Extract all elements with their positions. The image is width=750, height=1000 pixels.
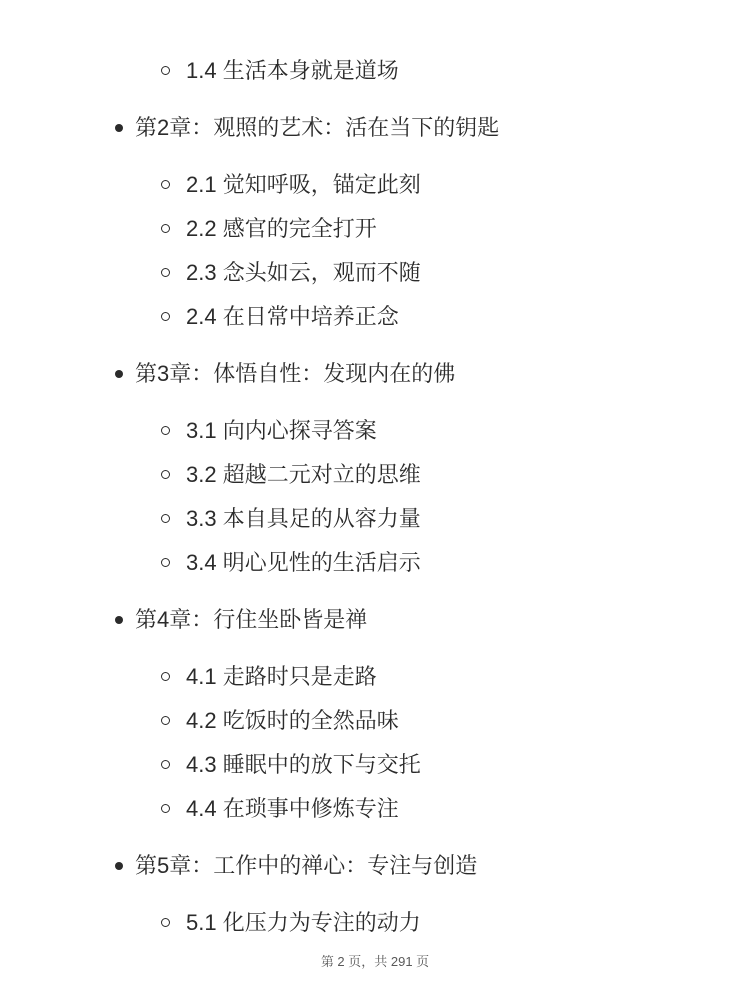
toc-chapter-item xyxy=(0,604,750,636)
circle-bullet-icon xyxy=(161,224,170,233)
toc-section-item xyxy=(0,213,750,245)
toc-item-label: 第4章：行住坐卧皆是禅 xyxy=(135,607,368,632)
toc-section-item xyxy=(0,661,750,693)
circle-bullet-icon xyxy=(161,716,170,725)
circle-bullet-icon xyxy=(161,426,170,435)
circle-bullet-icon xyxy=(161,66,170,75)
toc-item-label: 3.3 本自具足的从容力量 xyxy=(186,506,421,531)
toc-section-item xyxy=(0,547,750,579)
circle-bullet-icon xyxy=(161,760,170,769)
toc-item-label: 2.4 在日常中培养正念 xyxy=(186,304,399,329)
toc-item-label: 3.1 向内心探寻答案 xyxy=(186,418,377,443)
toc-item-label: 2.3 念头如云，观而不随 xyxy=(186,260,421,285)
toc-item-label: 2.2 感官的完全打开 xyxy=(186,216,377,241)
circle-bullet-icon xyxy=(161,558,170,567)
toc-item-label: 4.3 睡眠中的放下与交托 xyxy=(186,752,421,777)
toc-item-label: 1.4 生活本身就是道场 xyxy=(186,58,399,83)
circle-bullet-icon xyxy=(161,918,170,927)
toc-item-label: 4.4 在琐事中修炼专注 xyxy=(186,796,399,821)
toc-section-item xyxy=(0,459,750,491)
toc-section-item xyxy=(0,257,750,289)
disc-bullet-icon xyxy=(115,124,123,132)
toc-item-label: 3.2 超越二元对立的思维 xyxy=(186,462,421,487)
circle-bullet-icon xyxy=(161,268,170,277)
circle-bullet-icon xyxy=(161,514,170,523)
toc-item-label: 第2章：观照的艺术：活在当下的钥匙 xyxy=(135,115,500,140)
page-number-indicator: 第 2 页，共 291 页 xyxy=(320,954,430,969)
circle-bullet-icon xyxy=(161,312,170,321)
toc-chapter-item xyxy=(0,850,750,882)
toc-item-label: 5.1 化压力为专注的动力 xyxy=(186,910,421,935)
circle-bullet-icon xyxy=(161,470,170,479)
toc-item-label: 4.1 走路时只是走路 xyxy=(186,664,377,689)
disc-bullet-icon xyxy=(115,616,123,624)
disc-bullet-icon xyxy=(115,370,123,378)
toc-section-item xyxy=(0,705,750,737)
circle-bullet-icon xyxy=(161,180,170,189)
toc-item-label: 4.2 吃饭时的全然品味 xyxy=(186,708,399,733)
toc-section-item xyxy=(0,503,750,535)
circle-bullet-icon xyxy=(161,804,170,813)
toc-section-item xyxy=(0,749,750,781)
toc-item-label: 3.4 明心见性的生活启示 xyxy=(186,550,421,575)
toc-item-label: 第3章：体悟自性：发现内在的佛 xyxy=(135,361,456,386)
toc-section-item xyxy=(0,415,750,447)
circle-bullet-icon xyxy=(161,672,170,681)
toc-section-item xyxy=(0,301,750,333)
toc-chapter-item xyxy=(0,358,750,390)
toc-item-label: 2.1 觉知呼吸，锚定此刻 xyxy=(186,172,421,197)
disc-bullet-icon xyxy=(115,862,123,870)
toc-item-label: 第5章：工作中的禅心：专注与创造 xyxy=(135,853,478,878)
toc-section-item xyxy=(0,793,750,825)
toc-section-item xyxy=(0,907,750,939)
toc-chapter-item xyxy=(0,112,750,144)
toc-section-item xyxy=(0,169,750,201)
toc-section-item xyxy=(0,55,750,87)
